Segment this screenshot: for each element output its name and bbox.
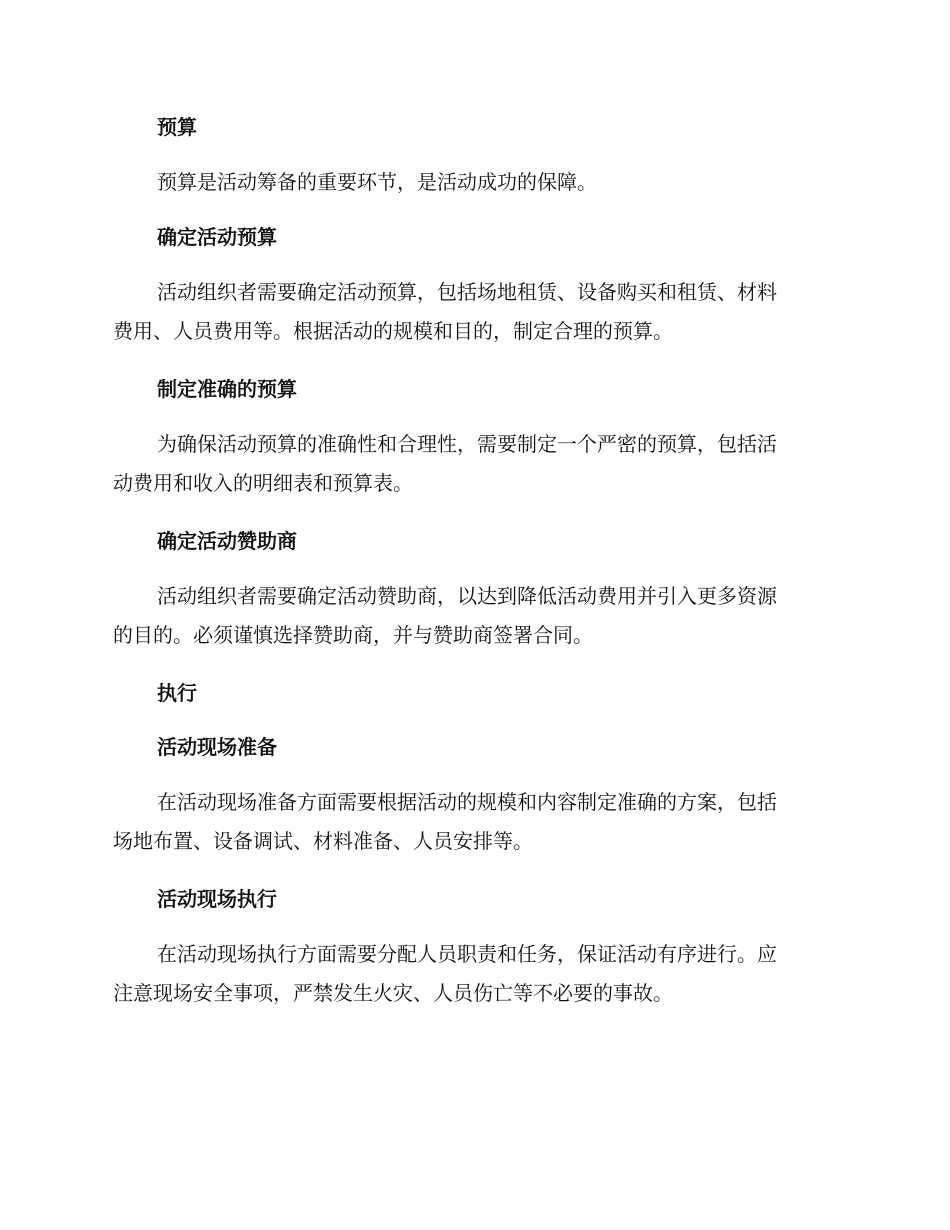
paragraph-line: 动费用和收入的明细表和预算表。 [113,471,413,495]
paragraph-line: 在活动现场准备方面需要根据活动的规模和内容制定准确的方案，包括 [157,790,777,814]
paragraph-line: 在活动现场执行方面需要分配人员职责和任务，保证活动有序进行。应 [157,942,777,966]
paragraph-line: 场地布置、设备调试、材料准备、人员安排等。 [113,829,533,853]
paragraph-line: 为确保活动预算的准确性和合理性，需要制定一个严密的预算，包括活 [157,432,777,456]
paragraph-line: 活动组织者需要确定活动赞助商，以达到降低活动费用并引入更多资源 [157,584,777,608]
paragraph-line: 费用、人员费用等。根据活动的规模和目的，制定合理的预算。 [113,319,673,343]
section-heading-execution: 执行 [157,681,197,705]
section-paragraph-budget [113,163,831,202]
section-heading-sponsors: 确定活动赞助商 [157,529,297,553]
paragraph-line: 的目的。必须谨慎选择赞助商，并与赞助商签署合同。 [113,623,593,647]
section-heading-accurate-budget: 制定准确的预算 [157,377,297,401]
section-paragraph-determine-budget [113,273,831,351]
paragraph-line: 预算是活动筹备的重要环节，是活动成功的保障。 [157,170,597,194]
section-paragraph-accurate-budget [113,425,831,503]
section-paragraph-sponsors [113,577,831,655]
section-heading-site-execution: 活动现场执行 [157,887,277,911]
paragraph-line: 注意现场安全事项，严禁发生火灾、人员伤亡等不必要的事故。 [113,981,673,1005]
section-heading-budget: 预算 [157,115,197,139]
paragraph-line: 活动组织者需要确定活动预算，包括场地租赁、设备购买和租赁、材料 [157,280,777,304]
section-paragraph-site-execution [113,935,831,1013]
section-heading-determine-budget: 确定活动预算 [157,225,277,249]
section-heading-site-preparation: 活动现场准备 [157,735,277,759]
section-paragraph-site-preparation [113,783,831,861]
